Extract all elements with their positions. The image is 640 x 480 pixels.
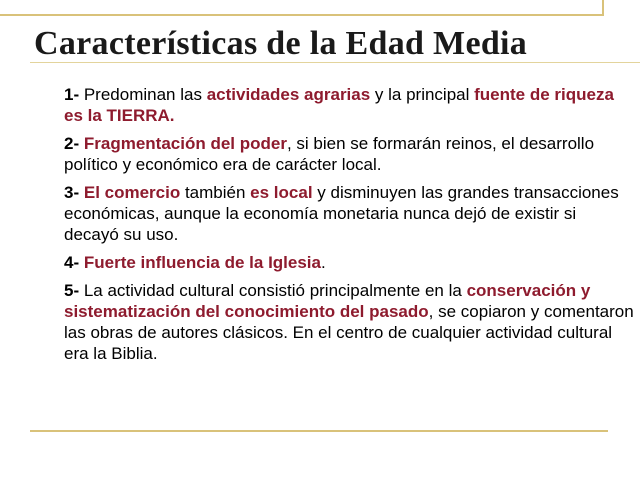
item-number: 2- — [64, 134, 80, 153]
list-item-3 — [64, 182, 634, 245]
item-text: y disminuyen las grandes transacciones económicas, aunque la economía monetaria nunca dejó de existir si decayó su uso. — [64, 183, 619, 244]
slide-title: Características de la Edad Media — [34, 25, 528, 62]
item-text: . — [321, 253, 326, 272]
list-item-5 — [64, 280, 634, 364]
item-text: , si bien se formarán reinos, el desarrollo político y económico era de carácter local. — [64, 134, 595, 174]
list-item-1 — [64, 84, 634, 126]
item-number: 1- — [64, 85, 80, 104]
item-text: y la principal — [370, 85, 475, 104]
item-number: 4- — [64, 253, 80, 272]
item-highlight: es local — [250, 183, 313, 202]
item-highlight: Fuerte influencia de la Iglesia — [83, 253, 321, 272]
item-number: 3- — [64, 183, 80, 202]
top-decorative-rule — [0, 14, 602, 16]
bottom-decorative-rule — [30, 430, 608, 432]
item-highlight: conservación y sistematización del conocimiento del pasado — [64, 281, 591, 321]
item-text: La actividad cultural consistió principalmente en la — [79, 281, 467, 300]
item-text: , se copiaron y comentaron las obras de autores clásicos. En el centro de cualquier actividad cultural era la Biblia. — [64, 302, 634, 363]
title-underline-rule — [30, 62, 640, 63]
list-item-2 — [64, 133, 634, 175]
top-decorative-corner — [602, 0, 604, 16]
item-highlight: El comercio — [83, 183, 181, 202]
item-highlight: Fragmentación del poder — [83, 134, 287, 153]
item-highlight: fuente de riqueza es la TIERRA. — [64, 85, 614, 125]
characteristics-list — [64, 84, 634, 371]
list-item-4 — [64, 252, 634, 273]
item-text: también — [180, 183, 251, 202]
item-number: 5- — [64, 281, 80, 300]
item-text: Predominan las — [79, 85, 207, 104]
item-highlight: actividades agrarias — [206, 85, 371, 104]
